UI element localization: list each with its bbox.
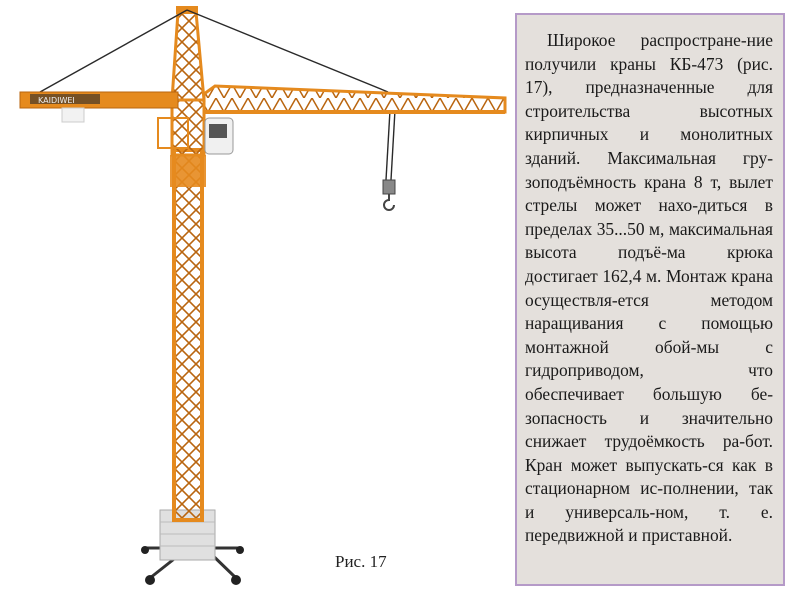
wheel-icon [236, 546, 244, 554]
boom-brand-label: KAIDIWEI [38, 96, 75, 105]
figure-caption: Рис. 17 [335, 552, 387, 571]
description-textbox [515, 13, 785, 586]
hook-icon [384, 194, 394, 210]
wheel-icon [231, 575, 241, 585]
description-paragraph: Широкое распростране-ние получили краны КБ-473 (рис. 17), предназначенные для строительства высотных кирпичных и монолитных зданий. Максимальная гру-зоподъёмность крана 8 т, вылет стрелы может нахо-диться в пределах 35...50 м, максимальная высота подъё-ма крюка достигает 162,4 м. Монтаж крана осуществля-ется методом наращивания с помощью монтажной обой-мы с гидроприводом, что обеспечивает большую бе-зопасность и значительно снижает трудоёмкость ра-бот. Кран может выпускать-ся как в стационарном ис-полнении, так и универсаль-ном, т. е. передвижной и приставной. [525, 30, 773, 546]
crane-counter-jib [20, 92, 178, 122]
counterweight [62, 108, 84, 122]
crane-mast [170, 100, 206, 520]
wheel-icon [145, 575, 155, 585]
crane-jib [204, 86, 505, 112]
crane-hook [383, 180, 395, 210]
crane-tower-head [172, 6, 204, 100]
wheel-icon [141, 546, 149, 554]
